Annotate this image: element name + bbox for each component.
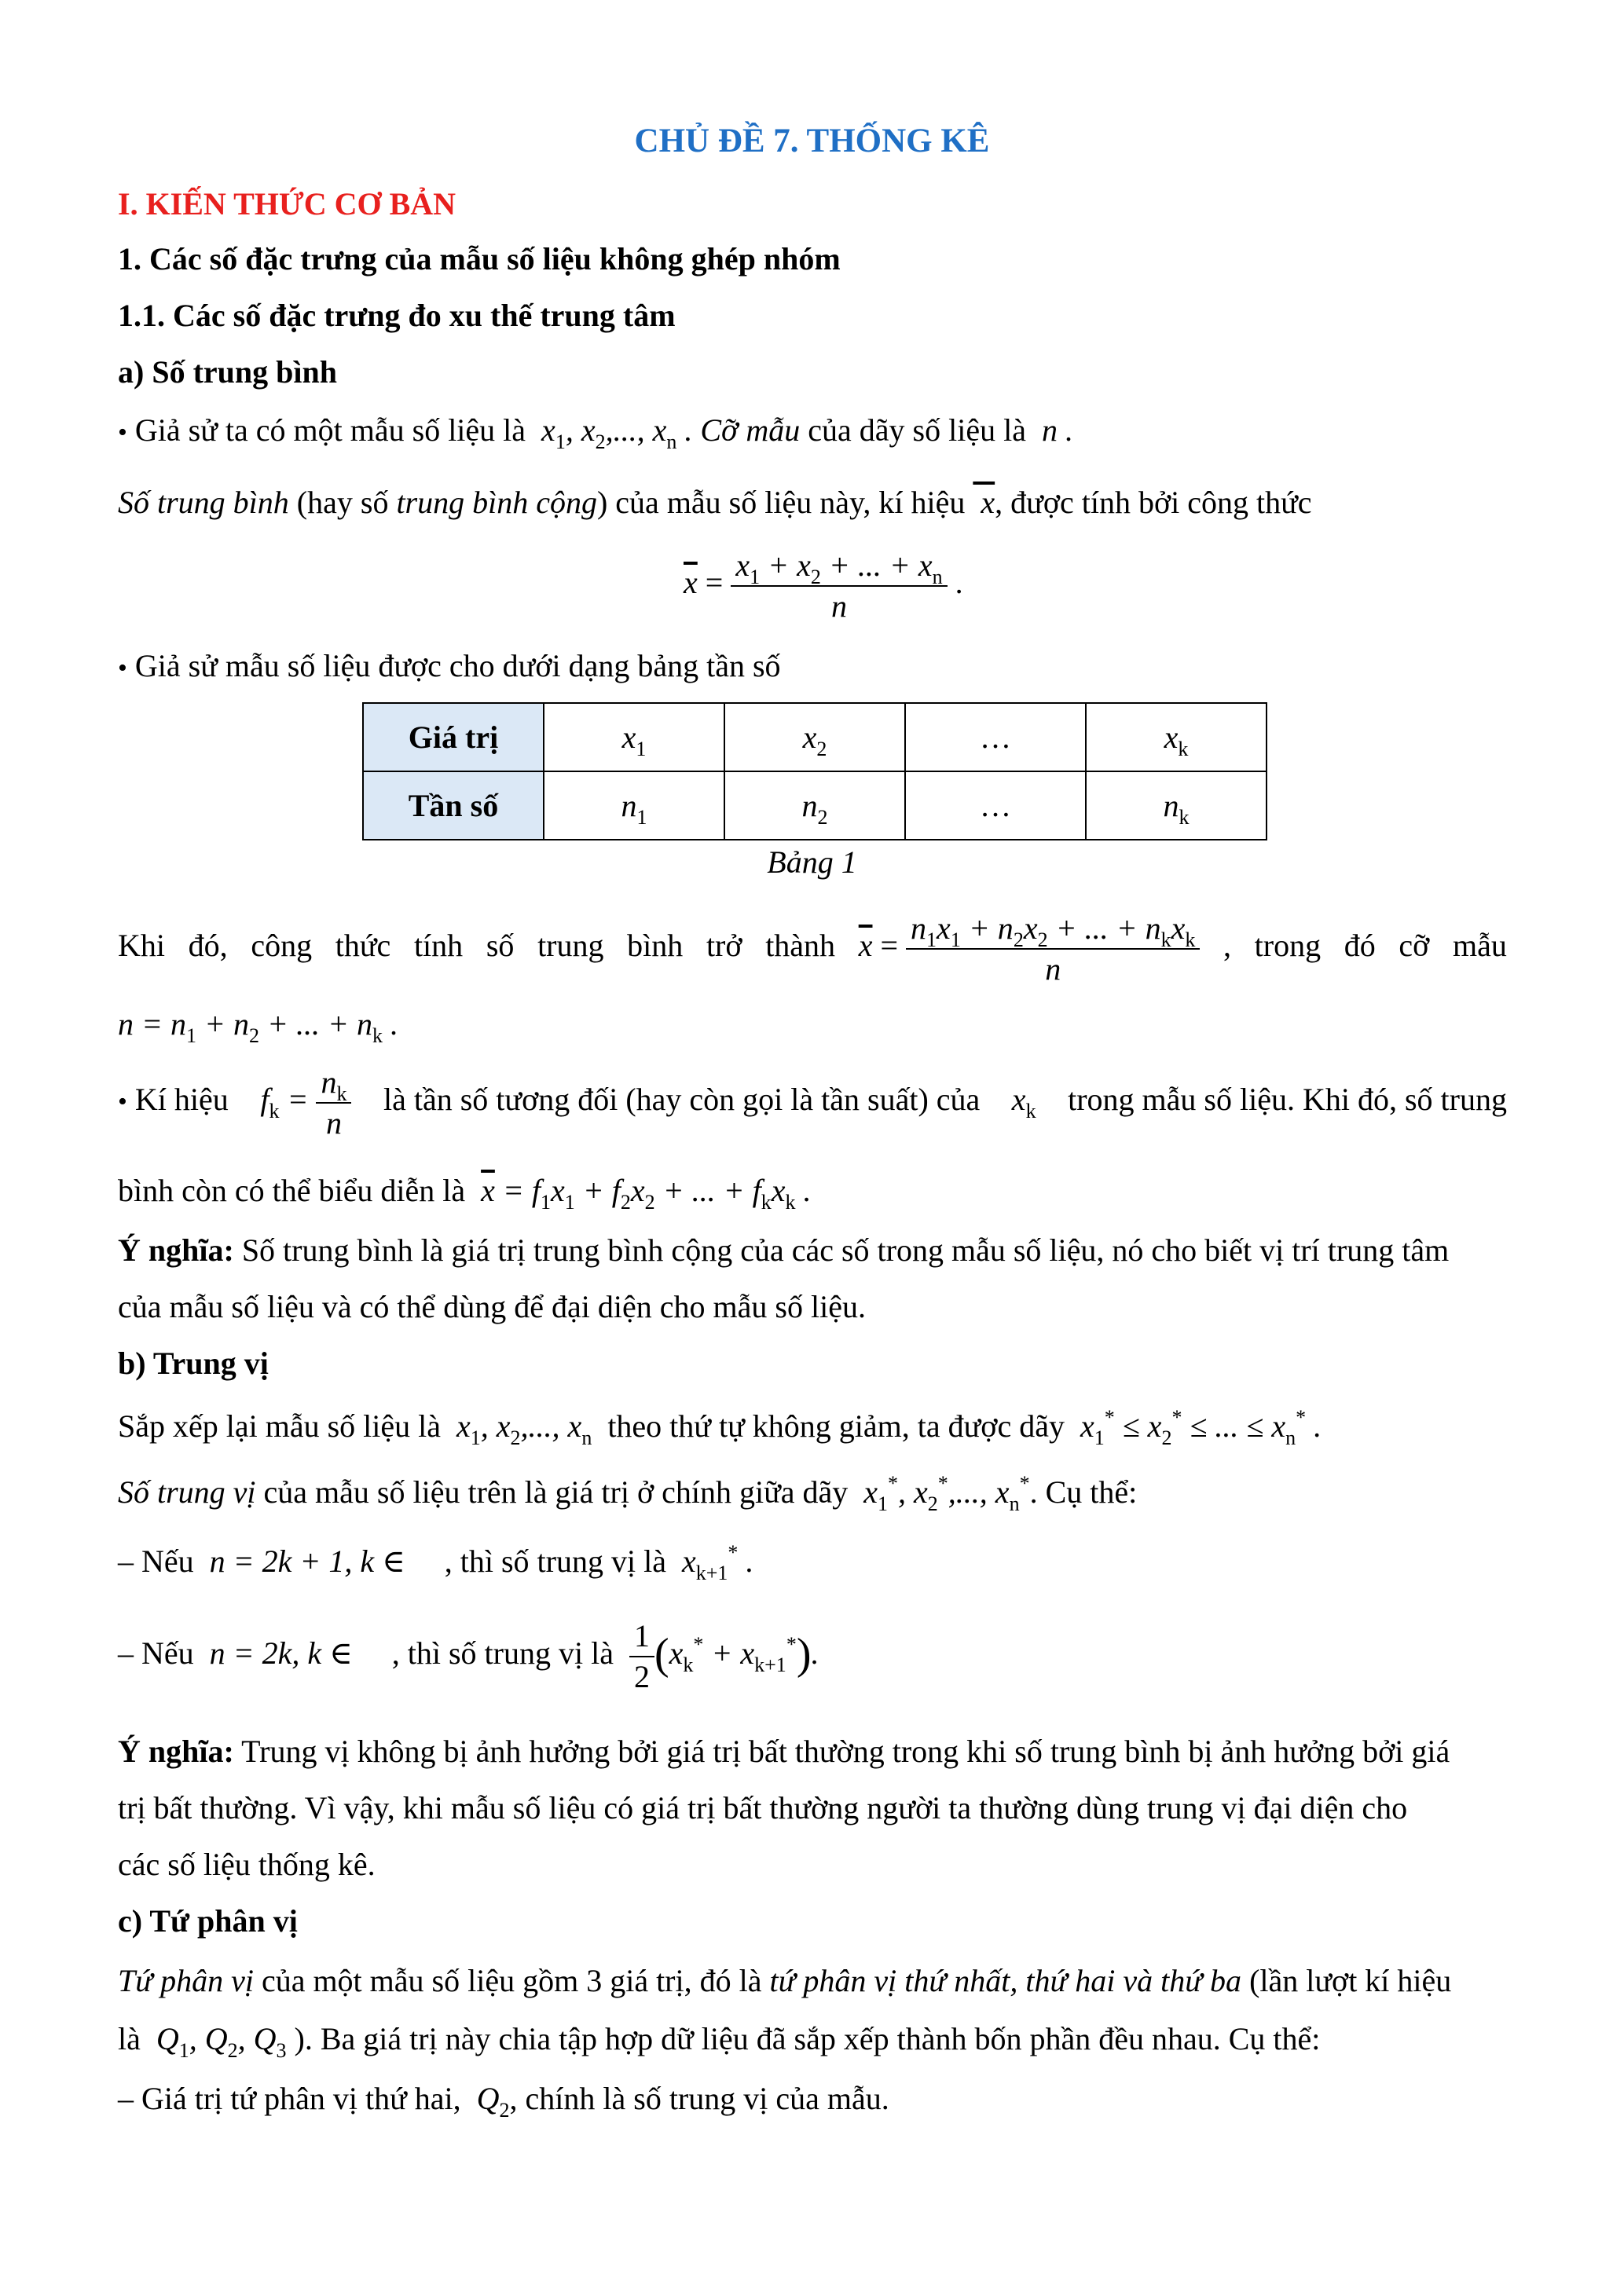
paragraph-12a: Ý nghĩa: Trung vị không bị ảnh hưởng bởi giá trị bất thường trong khi số trung bình bị ảnh hưởng bởi giá — [118, 1734, 1450, 1769]
paragraph-1: • Giả sử ta có một mẫu số liệu là $x_1$, $x_2$,..., $x_n$ . Cỡ mẫu của dãy số liệu là n . — [118, 412, 1073, 453]
paragraph-6: bình còn có thể biểu diễn là $\overline{x} = f_1x_1 + f_2x_2$ + ... + $f_kx_k$ . — [118, 1173, 812, 1214]
bullet-icon: • — [118, 418, 127, 447]
heading-a: a) Số trung bình — [118, 354, 337, 390]
table-row — [363, 771, 1267, 840]
paragraph-13: Tứ phân vị của một mẫu số liệu gồm 3 giá trị, đó là tứ phân vị thứ nhất, thứ hai và thứ ba (lần lượt kí hiệu — [118, 1963, 1452, 1998]
table-cell: … — [905, 703, 1086, 771]
paragraph-14: là $Q_1$, $Q_2$, $Q_3$ ). Ba giá trị này chia tập hợp dữ liệu đã sắp xếp thành bốn phần đều nhau. Cụ thể: — [118, 2021, 1321, 2062]
bullet-icon: • — [118, 1087, 127, 1116]
paragraph-15: – Giá trị tứ phân vị thứ hai, $Q_2$, chính là số trung vị của mẫu. — [118, 2081, 889, 2122]
heading-c: c) Tứ phân vị — [118, 1903, 298, 1939]
table-cell: $x_2$ — [724, 703, 905, 771]
row-label-value: Giá trị — [363, 703, 544, 771]
table-row — [363, 703, 1267, 771]
paragraph-5: • Kí hiệu $f_k$ = $\frac{n_k}{n}$ là tần số tương đối (hay còn gọi là tần suất) của $x_k$ trong mẫu số liệu. Khi đó, số trung — [118, 1064, 1507, 1141]
paragraph-7b: của mẫu số liệu và có thể dùng để đại diện cho mẫu số liệu. — [118, 1289, 866, 1324]
paragraph-12b: trị bất thường. Vì vậy, khi mẫu số liệu có giá trị bất thường người ta thường dùng trung vị đại diện cho — [118, 1790, 1408, 1825]
table-cell: $x_1$ — [544, 703, 724, 771]
paragraph-3: • Giả sử mẫu số liệu được cho dưới dạng bảng tần số — [118, 648, 781, 683]
table-cell: $n_2$ — [724, 771, 905, 840]
paragraph-7a: Ý nghĩa: Số trung bình là giá trị trung bình cộng của các số trong mẫu số liệu, nó cho biết vị trí trung tâm — [118, 1232, 1450, 1268]
bullet-icon: • — [118, 654, 127, 683]
mean-formula: $\overline{x}$ = $\frac{x_1 + x_2 + ... + x_n}{n}$ . — [684, 547, 963, 624]
sample-size-formula: $n = n_1 + n_2$ + ... + $n_k$ . — [118, 1006, 398, 1047]
section-heading: I. KIẾN THỨC CƠ BẢN — [118, 186, 456, 222]
paragraph-4: Khi đó, công thức tính số trung bình trở thành $\overline{x}$ = $\frac{n_1x_1 + n_2x_2 + ... + n_kx_k}{n}$ , trong đó cỡ mẫu — [118, 906, 1507, 989]
table-caption: Bảng 1 — [767, 844, 857, 880]
table-cell: … — [905, 771, 1086, 840]
heading-1: 1. Các số đặc trưng của mẫu số liệu không ghép nhóm — [118, 241, 841, 276]
table-cell: $n_1$ — [544, 771, 724, 840]
weighted-mean-formula: $\overline{x}$ = $\frac{n_1x_1 + n_2x_2 + ... + n_kx_k}{n}$ — [859, 906, 1201, 989]
heading-1-1: 1.1. Các số đặc trưng đo xu thế trung tâm — [118, 298, 676, 333]
row-label-frequency: Tần số — [363, 771, 544, 840]
page-title: CHỦ ĐỀ 7. THỐNG KÊ — [634, 123, 990, 159]
table-cell: $n_k$ — [1086, 771, 1267, 840]
paragraph-9: Số trung vị của mẫu số liệu trên là giá trị ở chính giữa dãy $x_1^*$, $x_2^*$,..., $x_n^*$. Cụ thể: — [118, 1472, 1138, 1515]
frequency-table — [362, 702, 1267, 840]
paragraph-12c: các số liệu thống kê. — [118, 1847, 376, 1882]
table-cell: $x_k$ — [1086, 703, 1267, 771]
paragraph-10: – Nếu n = 2k + 1, k ∈ , thì số trung vị là $x_{k+1}^*$ . — [118, 1541, 754, 1584]
paragraph-8: Sắp xếp lại mẫu số liệu là $x_1$, $x_2$,..., $x_n$ theo thứ tự không giảm, ta được dãy $x_1^* \le x_2^*$ ≤ ... ≤ $x_n^*$ . — [118, 1406, 1322, 1449]
paragraph-2: Số trung bình (hay số trung bình cộng) của mẫu số liệu này, kí hiệu x, được tính bởi công thức — [118, 485, 1312, 520]
heading-b: b) Trung vị — [118, 1346, 269, 1381]
paragraph-11: – Nếu n = 2k, k ∈ , thì số trung vị là $\frac{1}{2}$ $(x_k^* + x_{k+1}^*)$. — [118, 1617, 819, 1694]
